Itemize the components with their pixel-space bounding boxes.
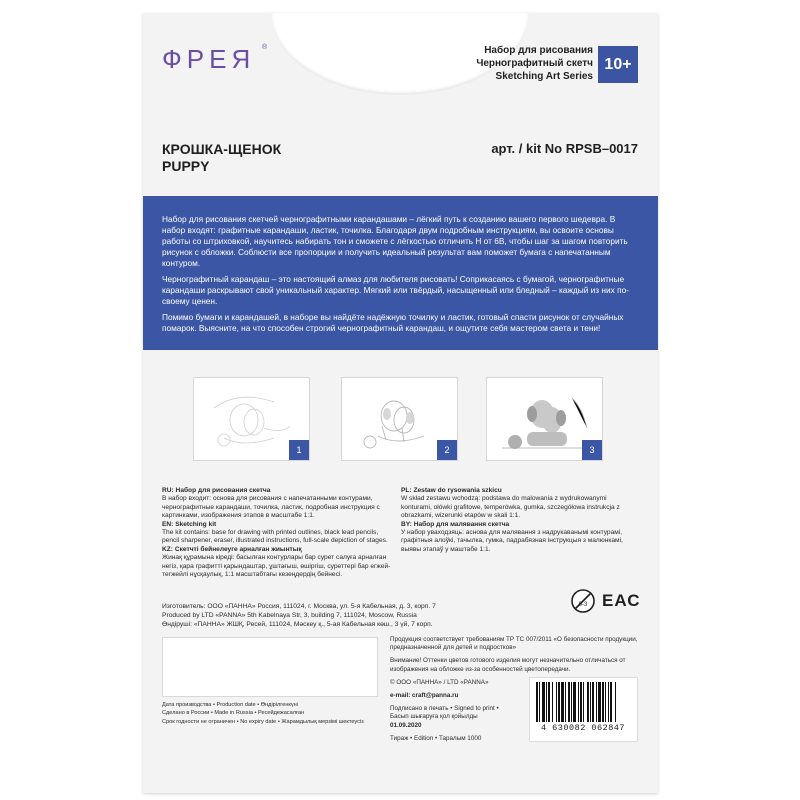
date-stamp-box bbox=[162, 637, 378, 697]
barcode-bar bbox=[552, 682, 553, 722]
barcode-bar bbox=[580, 682, 582, 722]
stage-thumbnail-1 bbox=[193, 377, 310, 461]
eac-mark-icon: ЕАС bbox=[602, 591, 641, 610]
copyright: © ООО «ПАННА» / LTD «PANNA» bbox=[390, 678, 489, 686]
manufacturer-info bbox=[162, 602, 492, 629]
email: e-mail: craft@panna.ru bbox=[390, 692, 459, 700]
production-date-label: Дата производства • Production date • Өндірілгенкүні bbox=[162, 702, 298, 708]
print-date: 01.09.2020 bbox=[390, 721, 422, 729]
barcode-bar bbox=[578, 682, 579, 722]
barcode-bar bbox=[558, 682, 560, 722]
age-warning-text: 0-3 bbox=[578, 602, 588, 608]
barcode-bar bbox=[608, 682, 609, 722]
cert-compliance: Продукция соответствует требованиям ТР ТС 007/2011 «О безопасности продукции, предназначенной для детей и подростков» bbox=[390, 636, 638, 652]
print-signed-label-kz: Басып шығаруға қол қойылды bbox=[390, 713, 478, 721]
edition: Тираж • Edition • Таралым 1000 bbox=[390, 734, 482, 742]
cert-warning: Внимание! Оттенки цветов готового изделия могут незначительно отличаться от изображения на обложке из-за особенностей цветопередачи. bbox=[390, 657, 626, 673]
info-en-body: The kit contains: base for drawing with printed outlines, black lead pencils, pencil sharpener, eraser, illustrated instructions, full-scale depiction of stages. bbox=[162, 529, 388, 545]
barcode-bar bbox=[592, 682, 594, 722]
stage-thumbnail-3 bbox=[486, 377, 603, 461]
series-line-3: Sketching Art Series bbox=[495, 71, 593, 82]
stage-number-1: 1 bbox=[289, 440, 309, 460]
print-signed-label: Подписано в печать • Signed to print • bbox=[390, 705, 499, 713]
info-kz-heading: KZ: Скетчті бейнелеуге арналған жиынтық bbox=[162, 545, 302, 553]
info-by-body: У набор уваходзяць: аснова для малявання з надрукаванымі контурамі, графітныя алоўкі, тачылка, гумка, падрабязная інструкцыя з малюнкамі, выявы этапаў у маштабе 1:1. bbox=[401, 529, 623, 553]
barcode-bar bbox=[598, 682, 601, 722]
barcode-bar bbox=[536, 682, 538, 722]
barcode-bar bbox=[587, 682, 589, 722]
info-ru-body: В набор входит: основа для рисования с напечатанными контурами, чернографитные карандаши, точилка, ластик, подробная инструкция с картинками, изображения этапов в масштабе 1:1. bbox=[162, 495, 380, 520]
barcode-bar bbox=[596, 682, 597, 722]
info-right-column bbox=[401, 487, 637, 554]
barcode-bar bbox=[605, 682, 606, 722]
barcode-bar bbox=[571, 682, 572, 722]
barcode-bar bbox=[602, 682, 604, 722]
description-paragraph-2: Чернографитный карандаш – это настоящий алмаз для любителя рисовать! Соприкасаясь с бумагой, чернографитные карандаши раскрывают свой уникальный характер. Мягкий или твёрдый, насыщенный или бледный – каждый из них по-своему ценен. bbox=[162, 274, 629, 306]
age-warning-icon bbox=[570, 588, 596, 614]
description-text bbox=[162, 214, 638, 339]
manufacturer-line-en: Produced by LTD «PANNA» 5th Kabelnaya Str, 3, building 7, 111024, Moscow, Russia bbox=[162, 612, 417, 619]
article-number: арт. / kit No RPSB–0017 bbox=[491, 141, 638, 156]
barcode-bar bbox=[610, 682, 612, 722]
barcode-bar bbox=[573, 682, 576, 722]
barcode-bar bbox=[561, 682, 564, 722]
certification-icons bbox=[570, 588, 640, 614]
info-ru-heading: RU: Набор для рисования скетча bbox=[162, 487, 271, 494]
barcode-bar bbox=[583, 682, 584, 722]
info-pl-heading: PL: Zestaw do rysowania szkicu bbox=[401, 487, 502, 494]
barcode-bar bbox=[539, 682, 540, 722]
info-by-heading: BY: Набор для малявання скетча bbox=[401, 520, 510, 528]
production-info bbox=[162, 701, 364, 726]
series-line-1: Набор для рисования bbox=[484, 45, 593, 56]
manufacturer-line-ru: Изготовитель: ООО «ПАННА» Россия, 111024, г. Москва, ул. 5-я Кабельная, д. 3, корп. 7 bbox=[162, 603, 436, 610]
brand-logo: ФРЕЯ bbox=[162, 44, 256, 74]
barcode-bar bbox=[590, 682, 591, 722]
barcode-bar bbox=[546, 682, 547, 722]
registered-mark: ® bbox=[262, 44, 268, 51]
series-line-2: Чернографитный скетч bbox=[476, 58, 593, 69]
stage-number-2: 2 bbox=[437, 440, 457, 460]
barcode-bar bbox=[548, 682, 550, 722]
expiry-label: Срок годности не ограничен • No expiry date • Жарамдылық мерзімі шектеусіз bbox=[162, 718, 364, 725]
description-paragraph-1: Набор для рисования скетчей чернографитными карандашами – лёгкий путь к созданию вашего первого шедевра. В набор входят: графитные карандаши, ластик, точилка. Благодаря двум подробным инструкциям, вы освоите основы работы со штриховкой, научитесь набирать тон и сможете с лёгкостью отличить Н от 6В, чтобы шаг за шагом повторить рисунок с обложки. Соблюсти все пропорции и получить идеальный результат вам поможет бумага с напечатанным контуром. bbox=[162, 214, 628, 268]
info-en-heading: EN: Sketching kit bbox=[162, 520, 217, 528]
made-in-label: Сделано в России • Made in Russia • Ресейдежасалған bbox=[162, 710, 305, 717]
series-title bbox=[476, 44, 593, 83]
barcode-bar bbox=[568, 682, 570, 722]
barcode-bar bbox=[615, 682, 616, 722]
info-pl-body: W skład zestawu wchodzą: podstawa do malowania z wydrukowanymi konturami, ołówki grafitowe, temperówka, gumka, szczegółowa instrukcja z obrazkami, wizerunki etapów w skali 1:1. bbox=[401, 495, 620, 520]
stage-number-3: 3 bbox=[582, 440, 602, 460]
barcode-number: 4 630082 062847 bbox=[540, 723, 625, 733]
barcode-bar bbox=[542, 682, 545, 722]
stage-thumbnail-2 bbox=[341, 377, 458, 461]
barcode-bar bbox=[565, 682, 566, 722]
description-paragraph-3: Помимо бумаги и карандашей, в наборе вы найдёте надёжную точилку и ластик, готовый спасти рисунок от случайных помарок. Выясните, на что способен строгий чернографитный карандаш, и ощутите себя мастером света и тени! bbox=[162, 312, 624, 333]
info-left-column bbox=[162, 487, 394, 579]
product-title-en: PUPPY bbox=[162, 158, 210, 174]
product-title-ru: КРОШКА-ЩЕНОК bbox=[162, 141, 282, 157]
manufacturer-line-kz: Өндіруші: «ПАННА» ЖШҚ, Ресей, 111024, Мәскеу қ., 5-ая Кабельная көш., 3 үй, 7 корп. bbox=[162, 621, 433, 628]
barcode-bar bbox=[556, 682, 557, 722]
barcode-bars bbox=[530, 682, 637, 726]
age-badge: 10+ bbox=[598, 46, 638, 83]
info-kz-body: Жинақ құрамына кіреді: басылған контурлары бар сурет салуға арналған негіз, қара графитті қарындаштар, ұштағыш, өшіргіш, суреттері бар егжей-тегжейлі нұсқаулық, 1:1 масштабтағы кезеңдердің бейнесі. bbox=[162, 554, 391, 579]
product-title bbox=[162, 141, 281, 175]
